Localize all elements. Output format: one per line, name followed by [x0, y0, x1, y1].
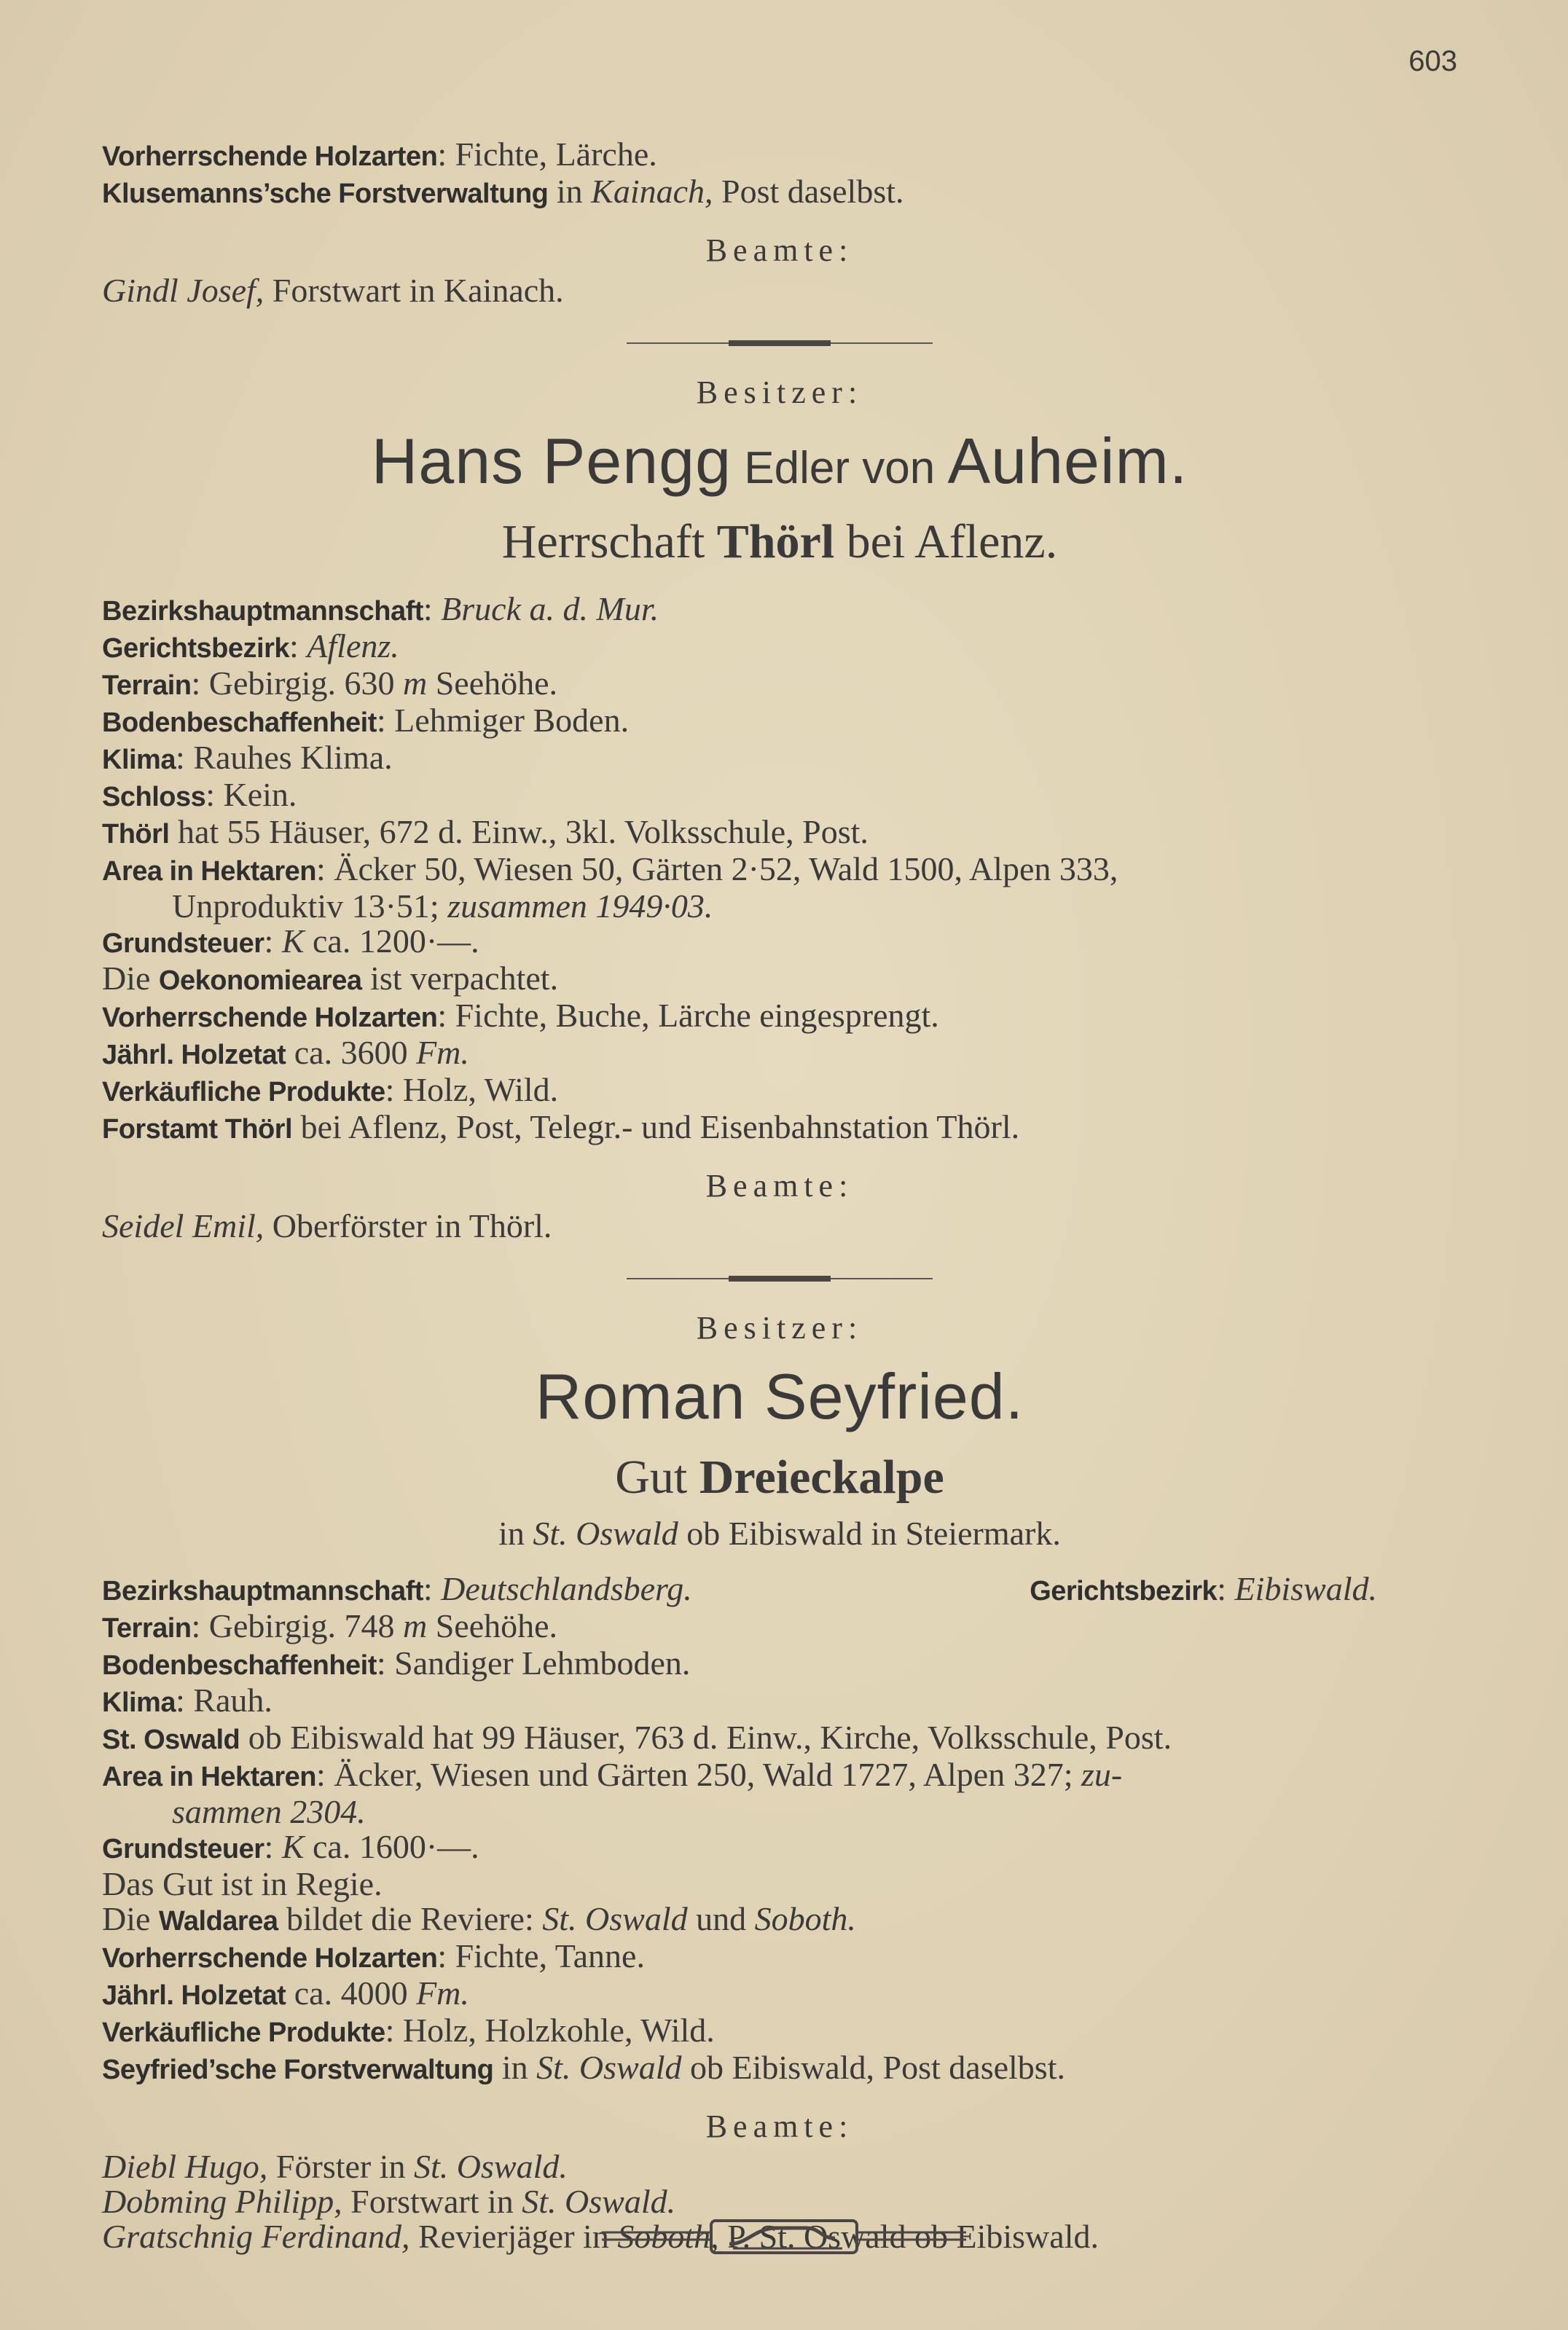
beamte-heading-2: Beamte: [705, 2109, 854, 2144]
besitzer-heading: Besitzer: [696, 374, 863, 410]
gb-col: Gerichtsbezirk: Eibiswald. [1030, 1570, 1377, 1607]
holzarten-line-2 [102, 1939, 1457, 1976]
area-continuation-2 [102, 1794, 1457, 1829]
bh-value: Bruck a. d. Mur. [441, 590, 659, 627]
regie-line: Das Gut ist in Regie. [102, 1865, 383, 1902]
official-name-1: Seidel Emil, [102, 1207, 264, 1244]
boden-line [102, 703, 1457, 740]
etat-unit: Fm. [416, 1034, 469, 1071]
estate-name-2: Dreieckalpe [699, 1451, 944, 1504]
boden-label-2: Bodenbeschaffenheit [102, 1650, 377, 1681]
estate-subtitle [102, 1514, 1457, 1553]
owner-name-part2: Auheim. [947, 425, 1188, 497]
terrain-value: : Gebirgig. 630 [191, 664, 403, 702]
holzarten-line-1 [102, 998, 1457, 1035]
wald-prefix: Die [102, 1900, 159, 1937]
holzarten-line [102, 137, 1457, 174]
verwaltung-place: Kainach, [591, 173, 713, 210]
estate-sub-suffix: ob Eibiswald in Steiermark. [678, 1515, 1061, 1552]
official-text-2b: Forstwart in [342, 2183, 522, 2220]
schloss-line [102, 777, 1457, 815]
steuer-currency-2: K [281, 1828, 305, 1865]
steuer-currency: K [281, 922, 305, 960]
area-zu: zu- [1081, 1756, 1123, 1793]
owner-name-2-text: Roman Seyfried. [535, 1360, 1024, 1432]
owner-name-2 [102, 1360, 1457, 1434]
boden-line-2 [102, 1646, 1457, 1683]
place-value: hat 55 Häuser, 672 d. Einw., 3kl. Volksschule, Post. [169, 813, 869, 850]
boden-label: Bodenbeschaffenheit [102, 707, 377, 738]
place-label-2: St. Oswald [102, 1725, 240, 1755]
besitzer-heading-2: Besitzer: [696, 1310, 863, 1346]
holzarten-value-1: : Fichte, Buche, Lärche eingesprengt. [437, 997, 939, 1034]
estate-name: Thörl [716, 515, 835, 568]
verwaltung-post: Post daselbst. [713, 173, 904, 210]
klima-label: Klima [102, 745, 176, 775]
terrain-unit: m [402, 664, 428, 702]
verwaltung-in-2: in [493, 2049, 537, 2086]
verwaltung-label-2: Seyfried’sche Forstverwaltung [102, 2055, 494, 2085]
klima-value: : Rauhes Klima. [175, 739, 393, 776]
place-line [102, 815, 1457, 852]
beamte-heading-1: Beamte: [705, 1168, 854, 1204]
wald-label: Waldarea [158, 1906, 278, 1937]
gb-value: Aflenz. [307, 627, 399, 664]
forstamt-line [102, 1110, 1457, 1147]
official-text: Forstwart in Kainach. [264, 272, 564, 309]
ornament-icon [602, 2215, 966, 2259]
steuer-label: Grundsteuer [102, 928, 264, 959]
boden-value: : Lehmiger Boden. [376, 702, 630, 739]
terrain-suffix: Seehöhe. [427, 664, 558, 702]
steuer-colon-2: : [264, 1828, 282, 1865]
terrain-unit-2: m [402, 1607, 428, 1644]
official-line-2a [102, 2149, 1457, 2184]
oeko-line [102, 961, 1457, 998]
estate-prefix: Herrschaft [501, 515, 717, 568]
verwaltung-line-2 [102, 2050, 1457, 2087]
verwaltung-label: Klusemanns’sche Forstverwaltung [102, 179, 549, 209]
terrain-suffix-2: Seehöhe. [427, 1607, 558, 1644]
produkte-line [102, 1072, 1457, 1110]
bh-line: Bezirkshauptmannschaft: Bruck a. d. Mur. [102, 590, 659, 627]
verwaltung-post-2: ob Eibiswald, Post daselbst. [681, 2049, 1065, 2086]
klima-line-2 [102, 1683, 1457, 1720]
section-separator-2 [102, 1274, 1457, 1283]
page-content [102, 137, 1457, 2254]
area-line-2 [102, 1757, 1457, 1794]
official-name-2b: Dobming Philipp, [102, 2183, 342, 2220]
section-separator [102, 339, 1457, 348]
gb-line: Gerichtsbezirk: Aflenz. [102, 627, 399, 664]
official-line-2b [102, 2184, 1457, 2219]
holzarten-value-2: : Fichte, Tanne. [437, 1937, 645, 1974]
bh-value-2: Deutschlandsberg. [441, 1570, 692, 1607]
official-text-2a: Förster in [267, 2148, 415, 2185]
etat-line [102, 1035, 1457, 1072]
area-total-2: sammen 2304. [172, 1793, 366, 1830]
holzarten-label-1: Vorherrschende Holzarten [102, 1003, 438, 1033]
wald-revier-2: Soboth. [754, 1900, 856, 1937]
oeko-label: Oekonomiearea [158, 965, 362, 996]
schloss-label: Schloss [102, 782, 206, 812]
klima-value-2: : Rauh. [175, 1682, 273, 1719]
official-name: Gindl Josef, [102, 272, 264, 309]
klima-label-2: Klima [102, 1687, 176, 1718]
official-text-2c: Revierjäger in [409, 2218, 618, 2255]
end-ornament [0, 2215, 1568, 2259]
forstamt-label: Forstamt Thörl [102, 1114, 293, 1145]
place-value-2: ob Eibiswald hat 99 Häuser, 763 d. Einw., Kirche, Volksschule, Post. [240, 1719, 1172, 1756]
oeko-prefix: Die [102, 960, 159, 997]
bh-label: Bezirkshauptmannschaft [102, 596, 423, 627]
gb-value-2: Eibiswald. [1234, 1570, 1377, 1607]
steuer-line [102, 924, 1457, 961]
steuer-colon: : [264, 922, 282, 960]
beamte-heading: Beamte: [705, 232, 854, 268]
etat-line-2 [102, 1976, 1457, 2013]
area-value: : Äcker 50, Wiesen 50, Gärten 2·52, Wald 1500, Alpen 333, [316, 850, 1118, 887]
produkte-value-2: : Holz, Holzkohle, Wild. [385, 2012, 715, 2049]
estate-prefix-2: Gut [615, 1451, 699, 1504]
bh-gb-line [102, 1572, 1457, 1609]
official-place-2a: St. Oswald. [414, 2148, 568, 2185]
holzarten-label: Vorherrschende Holzarten [102, 141, 438, 172]
boden-value-2: : Sandiger Lehmboden. [376, 1644, 691, 1682]
steuer-value: ca. 1200·—. [304, 922, 479, 960]
official-line [102, 273, 1457, 308]
wald-text: bildet die Reviere: [278, 1900, 543, 1937]
etat-unit-2: Fm. [416, 1974, 469, 2012]
terrain-label-2: Terrain [102, 1613, 192, 1644]
bh-label-2: Bezirkshauptmannschaft [102, 1576, 423, 1607]
holzarten-value: : Fichte, Lärche. [437, 136, 657, 173]
gb-label-2: Gerichtsbezirk [1030, 1576, 1218, 1607]
produkte-label-2: Verkäufliche Produkte [102, 2017, 385, 2048]
produkte-value: : Holz, Wild. [385, 1071, 559, 1108]
estate-suffix: bei Aflenz. [834, 515, 1058, 568]
wald-revier-1: St. Oswald [542, 1900, 688, 1937]
wald-und: und [687, 1900, 755, 1937]
terrain-line [102, 666, 1457, 703]
verwaltung-line [102, 174, 1457, 211]
verwaltung-in: in [548, 173, 592, 210]
area-value-2: : Äcker, Wiesen und Gärten 250, Wald 1727, Alpen 327; [316, 1756, 1081, 1793]
official-name-2a: Diebl Hugo, [102, 2148, 268, 2185]
estate-title-2 [102, 1448, 1457, 1507]
etat-value-2: ca. 4000 [286, 1974, 417, 2012]
gb-label: Gerichtsbezirk [102, 633, 289, 664]
verwaltung-place-2: St. Oswald [536, 2049, 682, 2086]
forstamt-value: bei Aflenz, Post, Telegr.- und Eisenbahnstation Thörl. [292, 1108, 1020, 1145]
area-total: zusammen 1949·03. [447, 887, 713, 925]
area-label: Area in Hektaren [102, 856, 317, 887]
steuer-line-2 [102, 1829, 1457, 1867]
official-line-1 [102, 1209, 1457, 1244]
owner-name-title: Edler von [732, 443, 948, 493]
bh-col: Bezirkshauptmannschaft: Deutschlandsberg. [102, 1570, 692, 1607]
official-text-1: Oberförster in Thörl. [264, 1207, 552, 1244]
estate-sub-prefix: in [498, 1515, 533, 1552]
official-text-2c-tail: P. St. Oswald ob Eibiswald. [718, 2218, 1099, 2255]
oeko-suffix: ist verpachtet. [361, 960, 559, 997]
area-label-2: Area in Hektaren [102, 1762, 317, 1792]
estate-sub-place: St. Oswald [533, 1515, 678, 1552]
area-cont: Unproduktiv 13·51; [172, 887, 448, 925]
official-place-2c: Soboth, [617, 2218, 719, 2255]
produkte-label: Verkäufliche Produkte [102, 1077, 385, 1107]
place-line-2 [102, 1720, 1457, 1757]
area-continuation [102, 889, 1457, 924]
estate-title [102, 513, 1457, 571]
place-label: Thörl [102, 819, 170, 850]
wald-line [102, 1902, 1457, 1939]
steuer-label-2: Grundsteuer [102, 1834, 264, 1864]
terrain-line-2 [102, 1609, 1457, 1646]
etat-value: ca. 3600 [286, 1034, 417, 1071]
official-name-2c: Gratschnig Ferdinand, [102, 2218, 410, 2255]
owner-name-part1: Hans Pengg [371, 425, 732, 497]
schloss-value: : Kein. [205, 776, 297, 813]
owner-name [102, 424, 1457, 498]
area-line [102, 852, 1457, 889]
official-place-2b: St. Oswald. [522, 2183, 676, 2220]
steuer-value-2: ca. 1600·—. [304, 1828, 479, 1865]
holzarten-label-2: Vorherrschende Holzarten [102, 1943, 438, 1974]
page-number: 603 [1408, 45, 1457, 77]
etat-label-2: Jährl. Holzetat [102, 1980, 286, 2011]
klima-line [102, 740, 1457, 777]
produkte-line-2 [102, 2013, 1457, 2050]
terrain-value-2: : Gebirgig. 748 [191, 1607, 403, 1644]
terrain-label: Terrain [102, 670, 192, 701]
etat-label: Jährl. Holzetat [102, 1040, 286, 1070]
